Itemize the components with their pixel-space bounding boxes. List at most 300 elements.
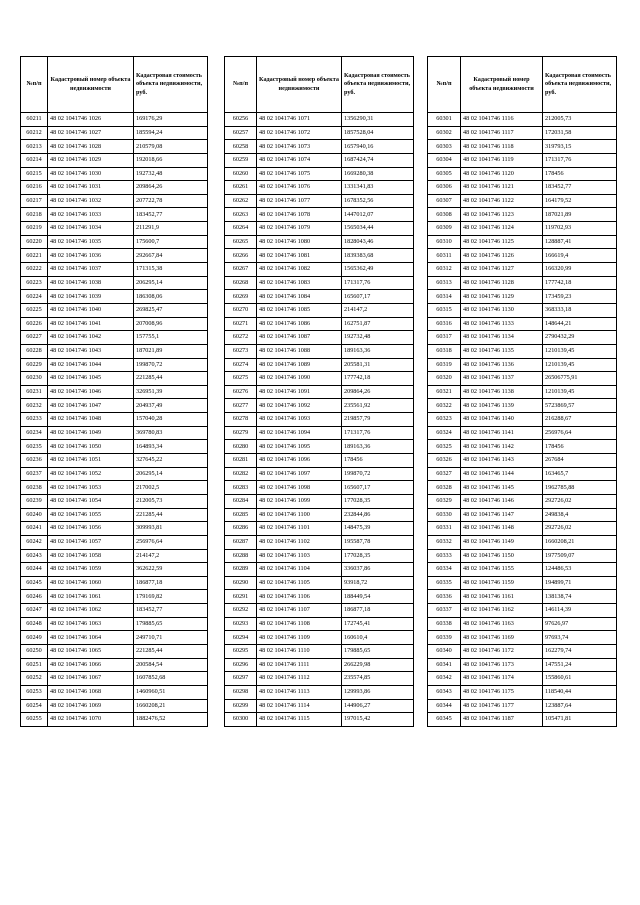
table-row xyxy=(225,303,414,317)
cell-cadastral-value: 123887,64 xyxy=(543,699,617,713)
cell-number: 60217 xyxy=(21,194,48,208)
cell-cadastral-number: 48 02 1041746 1130 xyxy=(461,303,543,317)
cell-cadastral-number: 48 02 1041746 1114 xyxy=(257,699,342,713)
table-row xyxy=(21,399,208,413)
cell-number: 60278 xyxy=(225,413,257,427)
cell-cadastral-value: 336037,86 xyxy=(342,563,414,577)
table-row xyxy=(428,617,617,631)
cell-number: 60323 xyxy=(428,413,461,427)
cell-number: 60276 xyxy=(225,385,257,399)
cell-cadastral-value: 197015,42 xyxy=(342,713,414,727)
cell-number: 60236 xyxy=(21,454,48,468)
cell-number: 60273 xyxy=(225,344,257,358)
cell-cadastral-number: 48 02 1041746 1041 xyxy=(48,317,134,331)
cell-cadastral-number: 48 02 1041746 1142 xyxy=(461,440,543,454)
cell-cadastral-value: 118540,44 xyxy=(543,685,617,699)
cell-number: 60339 xyxy=(428,631,461,645)
cell-number: 60215 xyxy=(21,167,48,181)
cell-cadastral-number: 48 02 1041746 1027 xyxy=(48,126,134,140)
cell-cadastral-number: 48 02 1041746 1108 xyxy=(257,617,342,631)
cell-cadastral-number: 48 02 1041746 1098 xyxy=(257,481,342,495)
cell-cadastral-number: 48 02 1041746 1127 xyxy=(461,263,543,277)
table-row xyxy=(21,631,208,645)
cell-cadastral-number: 48 02 1041746 1063 xyxy=(48,617,134,631)
cell-cadastral-value: 186877,18 xyxy=(342,604,414,618)
table-row xyxy=(428,153,617,167)
cell-cadastral-value: 183452,77 xyxy=(543,181,617,195)
cell-cadastral-value: 235574,85 xyxy=(342,672,414,686)
cell-number: 60277 xyxy=(225,399,257,413)
cell-cadastral-value: 162751,87 xyxy=(342,317,414,331)
cell-cadastral-number: 48 02 1041746 1072 xyxy=(257,126,342,140)
cell-number: 60298 xyxy=(225,685,257,699)
cell-number: 60282 xyxy=(225,467,257,481)
cell-cadastral-number: 48 02 1041746 1088 xyxy=(257,344,342,358)
cell-cadastral-value: 216288,67 xyxy=(543,413,617,427)
table-row xyxy=(21,617,208,631)
table-row xyxy=(21,672,208,686)
cell-cadastral-number: 48 02 1041746 1177 xyxy=(461,699,543,713)
table-row xyxy=(428,481,617,495)
cell-number: 60334 xyxy=(428,563,461,577)
cell-cadastral-number: 48 02 1041746 1037 xyxy=(48,263,134,277)
cell-cadastral-value: 128887,41 xyxy=(543,235,617,249)
cadastral-table-1 xyxy=(20,56,208,727)
cell-cadastral-number: 48 02 1041746 1113 xyxy=(257,685,342,699)
table-row xyxy=(225,181,414,195)
cell-cadastral-number: 48 02 1041746 1100 xyxy=(257,508,342,522)
cell-cadastral-number: 48 02 1041746 1137 xyxy=(461,372,543,386)
table-row xyxy=(21,590,208,604)
table-row xyxy=(21,290,208,304)
cell-number: 60268 xyxy=(225,276,257,290)
cell-cadastral-value: 187021,89 xyxy=(134,344,208,358)
cell-cadastral-value: 166619,4 xyxy=(543,249,617,263)
table-row xyxy=(428,303,617,317)
cell-number: 60233 xyxy=(21,413,48,427)
table-row xyxy=(21,658,208,672)
table-row xyxy=(428,194,617,208)
table-row xyxy=(21,331,208,345)
cell-cadastral-value: 147551,24 xyxy=(543,658,617,672)
table-row xyxy=(21,181,208,195)
cell-cadastral-number: 48 02 1041746 1053 xyxy=(48,481,134,495)
cell-number: 60279 xyxy=(225,426,257,440)
table-row xyxy=(428,249,617,263)
header-cadastral-value: Кадастровая стоимость объекта недвижимости, руб. xyxy=(342,57,414,113)
cell-number: 60212 xyxy=(21,126,48,140)
cell-cadastral-value: 214147,2 xyxy=(134,549,208,563)
table-row xyxy=(225,481,414,495)
table-row xyxy=(21,113,208,127)
cell-cadastral-value: 1669280,38 xyxy=(342,167,414,181)
cell-number: 60292 xyxy=(225,604,257,618)
cell-cadastral-number: 48 02 1041746 1087 xyxy=(257,331,342,345)
cell-number: 60313 xyxy=(428,276,461,290)
cell-cadastral-value: 179169,82 xyxy=(134,590,208,604)
cell-cadastral-number: 48 02 1041746 1133 xyxy=(461,317,543,331)
cell-cadastral-number: 48 02 1041746 1144 xyxy=(461,467,543,481)
cell-cadastral-value: 266229,98 xyxy=(342,658,414,672)
table-row xyxy=(21,167,208,181)
table-row xyxy=(21,153,208,167)
table-row xyxy=(225,563,414,577)
cell-cadastral-number: 48 02 1041746 1062 xyxy=(48,604,134,618)
cell-cadastral-value: 188449,54 xyxy=(342,590,414,604)
table-row xyxy=(428,276,617,290)
cell-number: 60272 xyxy=(225,331,257,345)
cell-cadastral-value: 212005,73 xyxy=(543,113,617,127)
cell-cadastral-number: 48 02 1041746 1093 xyxy=(257,413,342,427)
cell-number: 60249 xyxy=(21,631,48,645)
cell-number: 60306 xyxy=(428,181,461,195)
cell-cadastral-number: 48 02 1041746 1102 xyxy=(257,535,342,549)
cell-cadastral-number: 48 02 1041746 1042 xyxy=(48,331,134,345)
cell-number: 60280 xyxy=(225,440,257,454)
table-row xyxy=(428,454,617,468)
table-row xyxy=(225,549,414,563)
cell-number: 60226 xyxy=(21,317,48,331)
table-row xyxy=(21,454,208,468)
cell-cadastral-number: 48 02 1041746 1033 xyxy=(48,208,134,222)
table-row xyxy=(428,426,617,440)
cell-cadastral-number: 48 02 1041746 1150 xyxy=(461,549,543,563)
cell-cadastral-value: 1565362,49 xyxy=(342,263,414,277)
cell-cadastral-value: 119702,93 xyxy=(543,222,617,236)
cell-cadastral-number: 48 02 1041746 1174 xyxy=(461,672,543,686)
cell-cadastral-number: 48 02 1041746 1134 xyxy=(461,331,543,345)
cell-cadastral-number: 48 02 1041746 1036 xyxy=(48,249,134,263)
cell-cadastral-number: 48 02 1041746 1052 xyxy=(48,467,134,481)
cell-number: 60338 xyxy=(428,617,461,631)
table-row xyxy=(428,494,617,508)
cell-cadastral-number: 48 02 1041746 1169 xyxy=(461,631,543,645)
cell-cadastral-value: 209864,26 xyxy=(342,385,414,399)
table-row xyxy=(225,658,414,672)
cell-number: 60286 xyxy=(225,522,257,536)
cell-number: 60216 xyxy=(21,181,48,195)
cell-cadastral-value: 177742,18 xyxy=(342,372,414,386)
cell-cadastral-value: 177028,35 xyxy=(342,494,414,508)
table-header-row xyxy=(21,57,208,113)
cell-number: 60331 xyxy=(428,522,461,536)
cell-cadastral-number: 48 02 1041746 1083 xyxy=(257,276,342,290)
table-row xyxy=(21,426,208,440)
cell-cadastral-number: 48 02 1041746 1122 xyxy=(461,194,543,208)
cell-cadastral-number: 48 02 1041746 1074 xyxy=(257,153,342,167)
table-row xyxy=(225,113,414,127)
table-row xyxy=(428,508,617,522)
cell-number: 60322 xyxy=(428,399,461,413)
cell-number: 60314 xyxy=(428,290,461,304)
cell-cadastral-number: 48 02 1041746 1175 xyxy=(461,685,543,699)
cell-cadastral-number: 48 02 1041746 1116 xyxy=(461,113,543,127)
cell-cadastral-value: 209864,26 xyxy=(134,181,208,195)
cell-number: 60315 xyxy=(428,303,461,317)
table-row xyxy=(21,208,208,222)
table-body xyxy=(21,113,208,727)
cell-cadastral-number: 48 02 1041746 1078 xyxy=(257,208,342,222)
cell-cadastral-value: 1660208,21 xyxy=(134,699,208,713)
cell-cadastral-number: 48 02 1041746 1092 xyxy=(257,399,342,413)
table-row xyxy=(21,358,208,372)
cell-cadastral-number: 48 02 1041746 1097 xyxy=(257,467,342,481)
cell-cadastral-number: 48 02 1041746 1105 xyxy=(257,576,342,590)
cell-cadastral-value: 178456 xyxy=(342,454,414,468)
table-row xyxy=(225,644,414,658)
table-row xyxy=(225,126,414,140)
cell-number: 60336 xyxy=(428,590,461,604)
cell-number: 60241 xyxy=(21,522,48,536)
cell-number: 60251 xyxy=(21,658,48,672)
cell-cadastral-value: 105471,81 xyxy=(543,713,617,727)
cell-cadastral-value: 1828043,46 xyxy=(342,235,414,249)
cell-number: 60227 xyxy=(21,331,48,345)
cell-cadastral-value: 1210139,45 xyxy=(543,385,617,399)
cell-cadastral-value: 183452,77 xyxy=(134,208,208,222)
cell-cadastral-value: 221285,44 xyxy=(134,372,208,386)
cell-cadastral-number: 48 02 1041746 1049 xyxy=(48,426,134,440)
cell-cadastral-number: 48 02 1041746 1081 xyxy=(257,249,342,263)
cell-number: 60310 xyxy=(428,235,461,249)
cell-number: 60237 xyxy=(21,467,48,481)
cell-cadastral-number: 48 02 1041746 1056 xyxy=(48,522,134,536)
cell-cadastral-number: 48 02 1041746 1038 xyxy=(48,276,134,290)
cell-cadastral-value: 319793,15 xyxy=(543,140,617,154)
cell-cadastral-value: 292726,02 xyxy=(543,522,617,536)
cadastral-table-3 xyxy=(427,56,617,727)
cell-number: 60260 xyxy=(225,167,257,181)
table-row xyxy=(225,576,414,590)
cell-number: 60213 xyxy=(21,140,48,154)
table-row xyxy=(428,685,617,699)
table-row xyxy=(225,194,414,208)
cell-cadastral-value: 210579,08 xyxy=(134,140,208,154)
cell-number: 60320 xyxy=(428,372,461,386)
cell-number: 60342 xyxy=(428,672,461,686)
table-row xyxy=(225,672,414,686)
table-row xyxy=(428,399,617,413)
cell-cadastral-number: 48 02 1041746 1040 xyxy=(48,303,134,317)
cell-cadastral-number: 48 02 1041746 1082 xyxy=(257,263,342,277)
cell-cadastral-value: 1857528,04 xyxy=(342,126,414,140)
cell-number: 60255 xyxy=(21,713,48,727)
cell-cadastral-number: 48 02 1041746 1112 xyxy=(257,672,342,686)
cell-cadastral-value: 124486,53 xyxy=(543,563,617,577)
cell-number: 60325 xyxy=(428,440,461,454)
cell-cadastral-number: 48 02 1041746 1091 xyxy=(257,385,342,399)
table-row xyxy=(225,631,414,645)
cell-cadastral-number: 48 02 1041746 1094 xyxy=(257,426,342,440)
cell-cadastral-number: 48 02 1041746 1057 xyxy=(48,535,134,549)
table-row xyxy=(21,604,208,618)
cell-cadastral-value: 362622,59 xyxy=(134,563,208,577)
cell-cadastral-number: 48 02 1041746 1140 xyxy=(461,413,543,427)
cell-number: 60259 xyxy=(225,153,257,167)
cell-cadastral-value: 171317,76 xyxy=(342,426,414,440)
cell-number: 60317 xyxy=(428,331,461,345)
table-row xyxy=(225,508,414,522)
header-number: №п/п xyxy=(21,57,48,113)
cell-number: 60318 xyxy=(428,344,461,358)
cell-cadastral-number: 48 02 1041746 1126 xyxy=(461,249,543,263)
cell-number: 60328 xyxy=(428,481,461,495)
table-row xyxy=(225,344,414,358)
cell-cadastral-number: 48 02 1041746 1055 xyxy=(48,508,134,522)
cell-number: 60248 xyxy=(21,617,48,631)
cell-cadastral-value: 187021,89 xyxy=(543,208,617,222)
cell-cadastral-number: 48 02 1041746 1069 xyxy=(48,699,134,713)
cell-number: 60220 xyxy=(21,235,48,249)
cell-cadastral-number: 48 02 1041746 1101 xyxy=(257,522,342,536)
cell-number: 60253 xyxy=(21,685,48,699)
table-row xyxy=(225,617,414,631)
cell-cadastral-value: 327645,22 xyxy=(134,454,208,468)
cell-number: 60296 xyxy=(225,658,257,672)
table-row xyxy=(428,522,617,536)
cell-cadastral-value: 160610,4 xyxy=(342,631,414,645)
table-row xyxy=(225,153,414,167)
cell-cadastral-number: 48 02 1041746 1146 xyxy=(461,494,543,508)
cell-cadastral-value: 1660208,21 xyxy=(543,535,617,549)
table-row xyxy=(225,331,414,345)
cell-cadastral-number: 48 02 1041746 1107 xyxy=(257,604,342,618)
cell-cadastral-number: 48 02 1041746 1058 xyxy=(48,549,134,563)
cell-cadastral-value: 129993,86 xyxy=(342,685,414,699)
cell-number: 60332 xyxy=(428,535,461,549)
cell-cadastral-value: 217002,5 xyxy=(134,481,208,495)
table-row xyxy=(428,631,617,645)
cell-number: 60311 xyxy=(428,249,461,263)
table-row xyxy=(21,508,208,522)
cell-number: 60235 xyxy=(21,440,48,454)
cell-cadastral-number: 48 02 1041746 1034 xyxy=(48,222,134,236)
cell-cadastral-number: 48 02 1041746 1029 xyxy=(48,153,134,167)
table-row xyxy=(225,440,414,454)
cell-cadastral-value: 144906,27 xyxy=(342,699,414,713)
cell-cadastral-value: 164179,52 xyxy=(543,194,617,208)
cell-cadastral-value: 148475,39 xyxy=(342,522,414,536)
cell-number: 60321 xyxy=(428,385,461,399)
cell-cadastral-value: 189163,36 xyxy=(342,344,414,358)
cell-cadastral-value: 309993,81 xyxy=(134,522,208,536)
cell-cadastral-value: 232844,86 xyxy=(342,508,414,522)
cell-number: 60284 xyxy=(225,494,257,508)
cell-cadastral-value: 369780,83 xyxy=(134,426,208,440)
cell-cadastral-number: 48 02 1041746 1090 xyxy=(257,372,342,386)
cell-cadastral-value: 1210139,45 xyxy=(543,344,617,358)
table-row xyxy=(428,576,617,590)
cell-number: 60256 xyxy=(225,113,257,127)
table-row xyxy=(21,535,208,549)
cell-number: 60244 xyxy=(21,563,48,577)
cell-number: 60262 xyxy=(225,194,257,208)
table-row xyxy=(428,167,617,181)
cell-number: 60324 xyxy=(428,426,461,440)
table-row xyxy=(21,522,208,536)
header-cadastral-value: Кадастровая стоимость объекта недвижимости, руб. xyxy=(543,57,617,113)
cell-number: 60329 xyxy=(428,494,461,508)
cell-number: 60240 xyxy=(21,508,48,522)
table-row xyxy=(21,222,208,236)
cell-number: 60291 xyxy=(225,590,257,604)
cell-cadastral-number: 48 02 1041746 1103 xyxy=(257,549,342,563)
cell-cadastral-number: 48 02 1041746 1026 xyxy=(48,113,134,127)
cell-cadastral-number: 48 02 1041746 1159 xyxy=(461,576,543,590)
table-row xyxy=(225,167,414,181)
cell-cadastral-value: 163465,7 xyxy=(543,467,617,481)
cell-cadastral-value: 172745,41 xyxy=(342,617,414,631)
cell-number: 60250 xyxy=(21,644,48,658)
table-row xyxy=(225,494,414,508)
cell-number: 60341 xyxy=(428,658,461,672)
cell-cadastral-number: 48 02 1041746 1047 xyxy=(48,399,134,413)
table-row xyxy=(428,222,617,236)
table-row xyxy=(225,372,414,386)
table-row xyxy=(428,372,617,386)
cell-cadastral-value: 178456 xyxy=(543,440,617,454)
cell-number: 60239 xyxy=(21,494,48,508)
cell-cadastral-value: 205581,31 xyxy=(342,358,414,372)
cell-number: 60340 xyxy=(428,644,461,658)
cell-number: 60230 xyxy=(21,372,48,386)
table-row xyxy=(428,672,617,686)
cell-number: 60271 xyxy=(225,317,257,331)
cell-number: 60283 xyxy=(225,481,257,495)
table-row xyxy=(21,344,208,358)
cell-cadastral-value: 195587,78 xyxy=(342,535,414,549)
table-row xyxy=(21,685,208,699)
cell-cadastral-value: 200584,54 xyxy=(134,658,208,672)
cell-cadastral-value: 368333,18 xyxy=(543,303,617,317)
cell-cadastral-value: 1962785,88 xyxy=(543,481,617,495)
cell-number: 60214 xyxy=(21,153,48,167)
cell-cadastral-number: 48 02 1041746 1085 xyxy=(257,303,342,317)
table-row xyxy=(428,113,617,127)
cell-cadastral-number: 48 02 1041746 1095 xyxy=(257,440,342,454)
cell-number: 60221 xyxy=(21,249,48,263)
cell-number: 60337 xyxy=(428,604,461,618)
header-number: №п/п xyxy=(225,57,257,113)
cell-cadastral-value: 26506775,91 xyxy=(543,372,617,386)
table-row xyxy=(428,590,617,604)
cell-cadastral-value: 138138,74 xyxy=(543,590,617,604)
cell-number: 60304 xyxy=(428,153,461,167)
cell-cadastral-number: 48 02 1041746 1045 xyxy=(48,372,134,386)
header-cadastral-number: Кадастровый номер объекта недвижимости xyxy=(257,57,342,113)
table-row xyxy=(428,290,617,304)
table-row xyxy=(225,604,414,618)
table-row xyxy=(225,290,414,304)
cell-cadastral-number: 48 02 1041746 1089 xyxy=(257,358,342,372)
cell-cadastral-value: 166320,99 xyxy=(543,263,617,277)
cell-cadastral-number: 48 02 1041746 1149 xyxy=(461,535,543,549)
cell-cadastral-number: 48 02 1041746 1061 xyxy=(48,590,134,604)
table-row xyxy=(428,549,617,563)
cell-cadastral-value: 165607,17 xyxy=(342,290,414,304)
cell-cadastral-value: 179885,65 xyxy=(134,617,208,631)
table-row xyxy=(428,235,617,249)
cell-cadastral-number: 48 02 1041746 1070 xyxy=(48,713,134,727)
cell-cadastral-value: 172031,58 xyxy=(543,126,617,140)
table-row xyxy=(428,385,617,399)
cell-number: 60344 xyxy=(428,699,461,713)
table-row xyxy=(428,440,617,454)
table-body xyxy=(225,113,414,727)
table-row xyxy=(428,208,617,222)
cell-number: 60257 xyxy=(225,126,257,140)
cell-number: 60229 xyxy=(21,358,48,372)
